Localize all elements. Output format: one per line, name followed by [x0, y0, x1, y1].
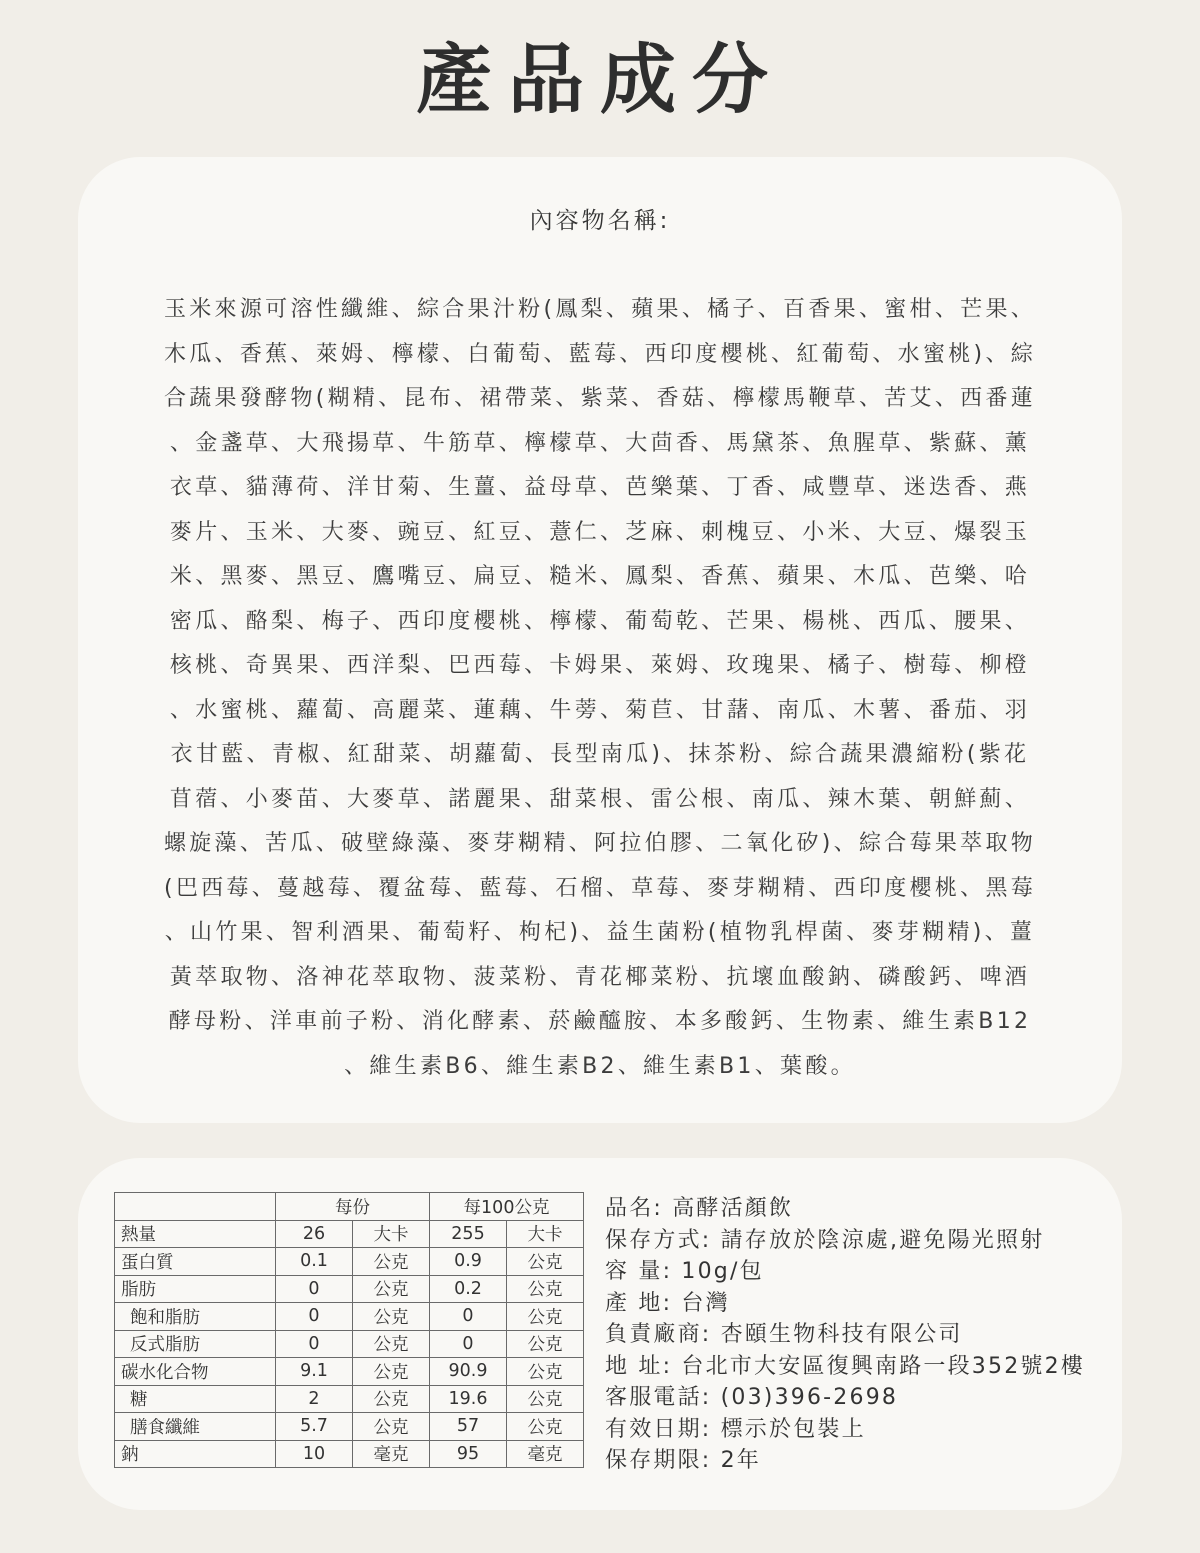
per-serving-unit: 公克	[353, 1413, 430, 1441]
per-serving-unit: 公克	[353, 1358, 430, 1386]
per-100g-unit: 公克	[507, 1303, 584, 1331]
nutrition-header-blank	[115, 1193, 276, 1221]
info-storage: 保存方式: 請存放於陰涼處,避免陽光照射	[605, 1227, 1045, 1253]
per-serving-value: 0	[276, 1275, 353, 1303]
info-shelf-life: 保存期限: 2年	[605, 1448, 762, 1473]
per-100g-value: 0	[430, 1330, 507, 1358]
ingredients-line: 合蔬果發酵物(糊精、昆布、裙帶菜、紫菜、香菇、檸檬馬鞭草、苦艾、西番蓮	[163, 386, 1037, 411]
nutrition-row	[115, 1413, 584, 1441]
nutrient-name: 糖	[115, 1385, 276, 1413]
ingredients-line: 、水蜜桃、蘿蔔、高麗菜、蓮藕、牛蒡、菊苣、甘藷、南瓜、木薯、番茄、羽	[169, 697, 1031, 723]
ingredients-line: 黃萃取物、洛神花萃取物、菠菜粉、青花椰菜粉、抗壞血酸鈉、磷酸鈣、啤酒	[169, 964, 1031, 990]
nutrient-name: 膳食纖維	[115, 1413, 276, 1441]
ingredients-text	[118, 288, 1082, 1089]
info-address: 地 址: 台北市大安區復興南路一段352號2樓	[605, 1353, 1085, 1379]
nutrient-name: 反式脂肪	[115, 1330, 276, 1358]
nutrient-name: 蛋白質	[115, 1248, 276, 1276]
ingredients-line: 木瓜、香蕉、萊姆、檸檬、白葡萄、藍莓、西印度櫻桃、紅葡萄、水蜜桃)、綜	[163, 341, 1037, 367]
per-100g-value: 0	[430, 1303, 507, 1331]
ingredients-line: 、金盞草、大飛揚草、牛筋草、檸檬草、大茴香、馬黛茶、魚腥草、紫蘇、薰	[169, 430, 1031, 456]
ingredients-line: 、維生素B6、維生素B2、維生素B1、葉酸。	[344, 1053, 856, 1079]
ingredients-line: 酵母粉、洋車前子粉、消化酵素、菸鹼醯胺、本多酸鈣、生物素、維生素B12	[168, 1009, 1032, 1034]
nutrition-row	[115, 1248, 584, 1276]
per-serving-unit: 毫克	[353, 1440, 430, 1468]
nutrition-row	[115, 1330, 584, 1358]
nutrient-name: 熱量	[115, 1220, 276, 1248]
per-100g-unit: 毫克	[507, 1440, 584, 1468]
nutrition-row	[115, 1303, 584, 1331]
per-100g-value: 0.2	[430, 1275, 507, 1303]
ingredients-line: 麥片、玉米、大麥、豌豆、紅豆、薏仁、芝麻、刺槐豆、小米、大豆、爆裂玉	[169, 519, 1031, 545]
per-100g-value: 255	[430, 1220, 507, 1248]
per-100g-unit: 公克	[507, 1413, 584, 1441]
per-100g-value: 19.6	[430, 1385, 507, 1413]
per-serving-unit: 公克	[353, 1248, 430, 1276]
info-manufacturer: 負責廠商: 杏頤生物科技有限公司	[605, 1322, 963, 1347]
per-serving-value: 10	[276, 1440, 353, 1468]
per-serving-unit: 大卡	[353, 1220, 430, 1248]
nutrition-row	[115, 1385, 584, 1413]
per-serving-value: 2	[276, 1385, 353, 1413]
nutrient-name: 飽和脂肪	[115, 1303, 276, 1331]
info-expiry: 有效日期: 標示於包裝上	[605, 1416, 866, 1442]
per-serving-unit: 公克	[353, 1330, 430, 1358]
nutrition-row	[115, 1220, 584, 1248]
nutrient-name: 碳水化合物	[115, 1358, 276, 1386]
page-title: 產品成分	[416, 35, 784, 124]
per-100g-value: 57	[430, 1413, 507, 1441]
ingredients-line: 、山竹果、智利酒果、葡萄籽、枸杞)、益生菌粉(植物乳桿菌、麥芽糊精)、薑	[164, 920, 1036, 945]
nutrition-table	[114, 1192, 584, 1468]
ingredients-line: 衣甘藍、青椒、紅甜菜、胡蘿蔔、長型南瓜)、抹茶粉、綜合蔬果濃縮粉(紫花	[170, 742, 1030, 767]
nutrient-name: 脂肪	[115, 1275, 276, 1303]
ingredients-line: 苜蓿、小麥苗、大麥草、諾麗果、甜菜根、雷公根、南瓜、辣木葉、朝鮮薊、	[169, 786, 1031, 812]
per-100g-value: 0.9	[430, 1248, 507, 1276]
per-100g-unit: 公克	[507, 1248, 584, 1276]
ingredients-line: 衣草、貓薄荷、洋甘菊、生薑、益母草、芭樂葉、丁香、咸豐草、迷迭香、燕	[169, 475, 1031, 500]
ingredients-line: 螺旋藻、苦瓜、破壁綠藻、麥芽糊精、阿拉伯膠、二氧化矽)、綜合莓果萃取物	[163, 831, 1037, 856]
per-serving-value: 5.7	[276, 1413, 353, 1441]
per-serving-unit: 公克	[353, 1385, 430, 1413]
per-100g-unit: 大卡	[507, 1220, 584, 1248]
ingredients-line: 玉米來源可溶性纖維、綜合果汁粉(鳳梨、蘋果、橘子、百香果、蜜柑、芒果、	[163, 297, 1037, 322]
ingredients-line: 核桃、奇異果、西洋梨、巴西莓、卡姆果、萊姆、玫瑰果、橘子、樹莓、柳橙	[169, 653, 1031, 678]
nutrition-header-per-serving: 每份	[276, 1193, 430, 1221]
per-serving-value: 0.1	[276, 1248, 353, 1276]
nutrition-row	[115, 1440, 584, 1468]
per-100g-value: 90.9	[430, 1358, 507, 1386]
info-volume: 容 量: 10g/包	[605, 1259, 764, 1284]
ingredients-line: (巴西莓、蔓越莓、覆盆莓、藍莓、石榴、草莓、麥芽糊精、西印度櫻桃、黑莓	[163, 875, 1037, 901]
per-serving-value: 26	[276, 1220, 353, 1248]
per-serving-value: 9.1	[276, 1358, 353, 1386]
info-origin: 產 地: 台灣	[605, 1290, 730, 1316]
nutrition-row	[115, 1358, 584, 1386]
nutrition-row	[115, 1275, 584, 1303]
nutrient-name: 鈉	[115, 1440, 276, 1468]
product-info-list	[605, 1193, 1105, 1477]
per-serving-value: 0	[276, 1330, 353, 1358]
per-serving-unit: 公克	[353, 1303, 430, 1331]
nutrition-header-row	[115, 1193, 584, 1221]
ingredients-line: 密瓜、酪梨、梅子、西印度櫻桃、檸檬、葡萄乾、芒果、楊桃、西瓜、腰果、	[169, 608, 1031, 634]
nutrition-header-per-100g: 每100公克	[430, 1193, 584, 1221]
info-phone: 客服電話: (03)396-2698	[605, 1385, 899, 1410]
per-100g-value: 95	[430, 1440, 507, 1468]
info-product-name: 品名: 高酵活顏飲	[605, 1196, 794, 1221]
per-100g-unit: 公克	[507, 1330, 584, 1358]
per-100g-unit: 公克	[507, 1385, 584, 1413]
ingredients-line: 米、黑麥、黑豆、鷹嘴豆、扁豆、糙米、鳳梨、香蕉、蘋果、木瓜、芭樂、哈	[169, 564, 1031, 589]
per-serving-unit: 公克	[353, 1275, 430, 1303]
per-100g-unit: 公克	[507, 1275, 584, 1303]
ingredients-heading: 內容物名稱:	[529, 208, 671, 234]
per-serving-value: 0	[276, 1303, 353, 1331]
per-100g-unit: 公克	[507, 1358, 584, 1386]
